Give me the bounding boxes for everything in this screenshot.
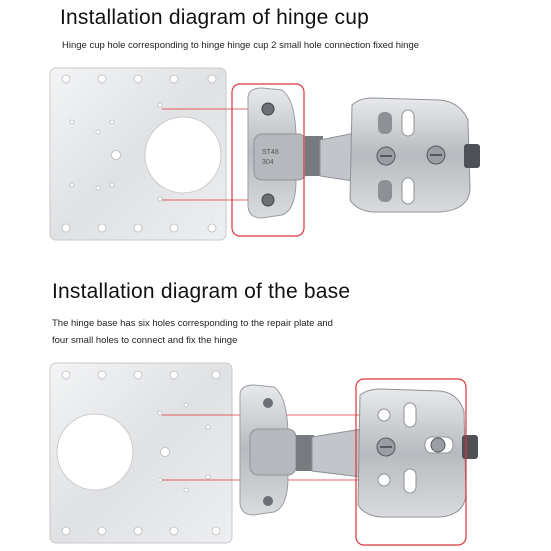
repair-plate [50, 68, 226, 240]
section-title-hinge-cup: Installation diagram of hinge cup [60, 6, 369, 29]
hinge-stamp-line2: 304 [262, 159, 274, 166]
hinge-cup-diagram [0, 60, 551, 250]
hinge-stamp-line1: ST48 [262, 149, 279, 156]
section-title-base: Installation diagram of the base [52, 280, 351, 303]
section-subtitle-base [52, 315, 333, 349]
repair-plate-base [50, 363, 232, 543]
hinge-graphic-base [240, 385, 478, 517]
section-subtitle-base-line2: four small holes to connect and fix the hinge [52, 335, 238, 346]
section-subtitle-hinge-cup: Hinge cup hole corresponding to hinge hinge cup 2 small hole connection fixed hinge [62, 40, 420, 51]
hinge-graphic [248, 88, 480, 218]
section-subtitle-base-line1: The hinge base has six holes corresponding to the repair plate and [52, 318, 333, 329]
base-diagram [0, 355, 551, 551]
